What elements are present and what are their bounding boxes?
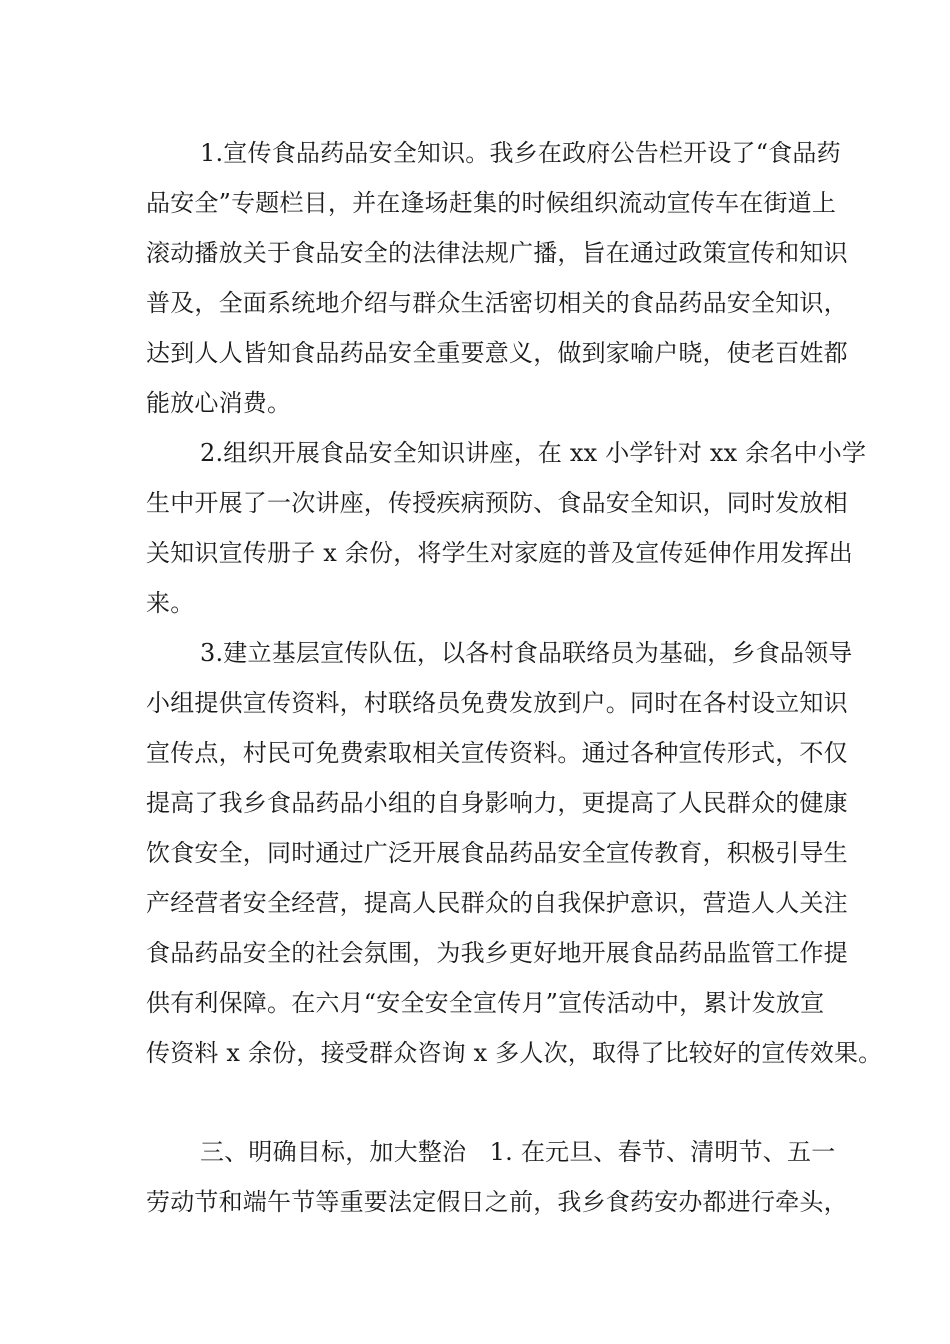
paragraph-3-line-9: 传资料 x 余份，接受群众咨询 x 多人次，取得了比较好的宣传效果。 [146, 1039, 883, 1067]
paragraph-3-line-7: 食品药品安全的社会氛围，为我乡更好地开展食品药品监管工作提 [146, 939, 848, 967]
paragraph-3-line-6: 产经营者安全经营，提高人民群众的自我保护意识，营造人人关注 [146, 889, 848, 917]
paragraph-3-line-4: 提高了我乡食品药品小组的自身影响力，更提高了人民群众的健康 [146, 789, 848, 817]
paragraph-1-line-3: 滚动播放关于食品安全的法律法规广播，旨在通过政策宣传和知识 [146, 239, 848, 267]
paragraph-3-line-8: 供有利保障。在六月“安全安全宣传月”宣传活动中，累计发放宣 [146, 989, 825, 1017]
paragraph-1-line-5: 达到人人皆知食品药品安全重要意义，做到家喻户晓，使老百姓都 [146, 339, 848, 367]
paragraph-2-line-2: 生中开展了一次讲座，传授疾病预防、食品安全知识，同时发放相 [146, 489, 848, 517]
paragraph-2-line-3: 关知识宣传册子 x 余份，将学生对家庭的普及宣传延伸作用发挥出 [146, 539, 853, 567]
paragraph-3-line-1: 3.建立基层宣传队伍，以各村食品联络员为基础，乡食品领导 [200, 639, 853, 667]
paragraph-1-line-6: 能放心消费。 [146, 389, 292, 417]
paragraph-4-line-2: 劳动节和端午节等重要法定假日之前，我乡食药安办都进行牵头， [146, 1188, 848, 1216]
paragraph-3-line-5: 饮食安全，同时通过广泛开展食品药品安全宣传教育，积极引导生 [146, 839, 848, 867]
paragraph-1-line-2: 品安全”专题栏目，并在逢场赶集的时候组织流动宣传车在街道上 [146, 189, 837, 217]
paragraph-2-line-4: 来。 [146, 589, 195, 617]
paragraph-3-line-2: 小组提供宣传资料，村联络员免费发放到户。同时在各村设立知识 [146, 689, 848, 717]
paragraph-1-line-4: 普及，全面系统地介绍与群众生活密切相关的食品药品安全知识， [146, 289, 848, 317]
paragraph-4-line-1: 三、明确目标，加大整治 1. 在元旦、春节、清明节、五一 [200, 1138, 836, 1166]
paragraph-2-line-1: 2.组织开展食品安全知识讲座，在 xx 小学针对 xx 余名中小学 [200, 439, 867, 467]
paragraph-1-line-1: 1.宣传食品药品安全知识。我乡在政府公告栏开设了“食品药 [200, 139, 841, 167]
paragraph-3-line-3: 宣传点，村民可免费索取相关宣传资料。通过各种宣传形式，不仅 [146, 739, 848, 767]
